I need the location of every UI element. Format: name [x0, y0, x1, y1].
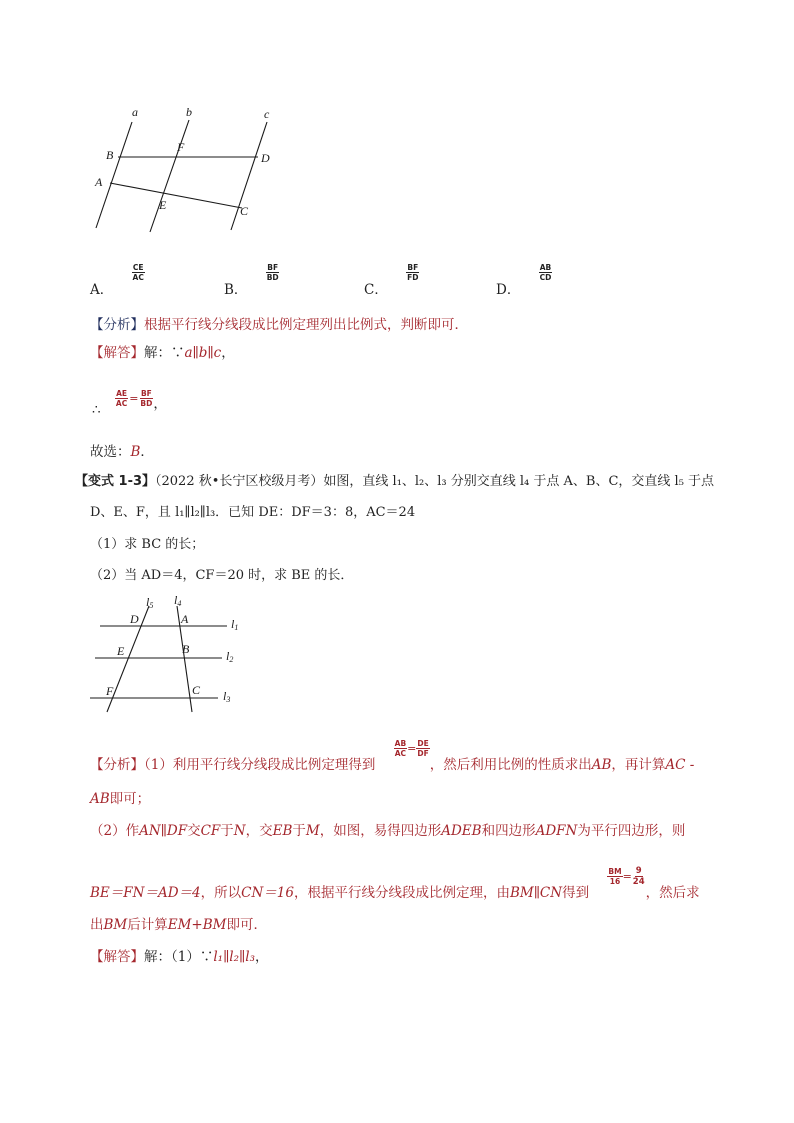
choice-value: B [130, 444, 141, 460]
analysis-2-line-3: （2）作AN∥DF交CF于N，交EB于M，如图，易得四边形ADEB和四边形ADFN为平行四边形，则 [90, 823, 686, 839]
answer-2: 【解答】解：（1）∵l₁∥l₂∥l₃， [90, 949, 269, 965]
analysis-text: 根据平行线分线段成比例定理列出比例式，判断即可． [144, 317, 468, 333]
answer-condition: a∥b∥c [184, 345, 222, 361]
label-B: B [106, 148, 114, 162]
problem-tag: 【变式 1-3】 [75, 474, 156, 489]
answer-1-therefore [92, 388, 167, 418]
label-b: b [186, 105, 192, 119]
option-letter: B． [224, 282, 248, 298]
problem-question-1: （1）求 BC 的长； [90, 537, 205, 552]
problem-line-1 [75, 472, 714, 492]
label-B: B [182, 642, 190, 656]
label-l5: l5 [146, 595, 154, 610]
fraction-de-df: $\frac{DE}{DF}$ [417, 739, 429, 758]
fraction-bm-16: $\frac{BM}{16}$ [608, 867, 622, 886]
label-C: C [240, 204, 249, 218]
answer-tag: 【解答】 [90, 345, 144, 361]
option-fraction: $\frac{AB}{CD}$ [539, 263, 552, 282]
label-D: D [130, 612, 139, 626]
analysis-tag: 【分析】 [90, 757, 144, 773]
label-E: E [117, 644, 125, 658]
therefore-symbol: ∴ [92, 402, 101, 418]
label-C: C [192, 683, 201, 697]
label-A: A [181, 612, 189, 626]
analysis-2-line-2: AB即可； [90, 791, 151, 807]
option-c[interactable] [364, 262, 420, 298]
fraction-ab-ac: $\frac{AB}{AC}$ [394, 739, 407, 758]
option-fraction: $\frac{BF}{FD}$ [407, 263, 419, 282]
problem-text-1: （2022 秋•长宁区校级月考）如图，直线 l₁、l₂、l₃ 分别交直线 l₄ 于点 A、B、C，交直线 l₅ 于点 [155, 474, 715, 489]
answer-prefix: 解：∵ [144, 345, 185, 361]
problem-question-2: （2）当 AD＝4，CF＝20 时，求 BE 的长． [90, 568, 354, 583]
choice-suffix: ． [140, 444, 154, 460]
line-c [231, 122, 267, 230]
figure-parallel-lines-abc [80, 100, 300, 240]
analysis-1 [90, 315, 468, 335]
label-E: E [159, 198, 167, 212]
label-F: F [106, 684, 114, 698]
line-b [150, 120, 189, 232]
problem-text-2: D、E、F，且 l₁∥l₂∥l₃．已知 DE：DF＝3：8，AC＝24 [90, 505, 416, 520]
label-A: A [95, 175, 103, 189]
option-a[interactable] [90, 262, 145, 298]
fraction-bf-bd: $\frac{BF}{BD}$ [140, 389, 153, 408]
option-b[interactable] [224, 262, 280, 298]
analysis-2-line-4: BE＝FN＝AD＝4，所以CN＝16，根据平行线分线段成比例定理，由BM∥CN得到 $\frac{BM}{16}$ = $\frac{9}{24}$ ，然后求 [90, 866, 700, 901]
option-letter: D． [496, 282, 521, 298]
comma: ， [153, 396, 167, 412]
answer-tag: 【解答】 [90, 949, 144, 965]
fraction-9-24: $\frac{9}{24}$ [632, 866, 645, 887]
label-c: c [264, 107, 270, 121]
fraction-ae-ac: $\frac{AE}{AC}$ [115, 389, 128, 408]
equals-sign: = [129, 392, 139, 405]
option-d[interactable] [496, 262, 552, 298]
figure-three-parallel-lines [85, 592, 255, 722]
label-l2: l2 [226, 649, 234, 664]
answer-suffix: ， [221, 345, 235, 361]
choice-1 [90, 442, 154, 462]
label-a: a [132, 105, 138, 119]
label-l4: l4 [174, 593, 182, 608]
option-fraction: $\frac{CE}{AC}$ [132, 263, 144, 282]
analysis-tag: 【分析】 [90, 317, 144, 333]
problem-line-2 [90, 503, 415, 523]
choice-prefix: 故选： [90, 444, 131, 460]
option-fraction: $\frac{BF}{BD}$ [266, 263, 279, 282]
analysis-2-line-5: 出BM后计算EM+BM即可． [90, 917, 267, 933]
analysis-2-line-1: 【分析】（1）利用平行线分线段成比例定理得到 $\frac{AB}{AC}$ = $\frac{DE}{DF}$ ，然后利用比例的性质求出AB，再计算AC - [90, 739, 695, 773]
label-F: F [177, 140, 185, 154]
label-l3: l3 [223, 689, 231, 704]
answer-1 [90, 343, 235, 363]
label-D: D [261, 151, 270, 165]
segment-AC [110, 183, 242, 208]
label-l1: l1 [231, 617, 239, 632]
option-letter: A． [90, 282, 114, 298]
option-letter: C． [364, 282, 388, 298]
